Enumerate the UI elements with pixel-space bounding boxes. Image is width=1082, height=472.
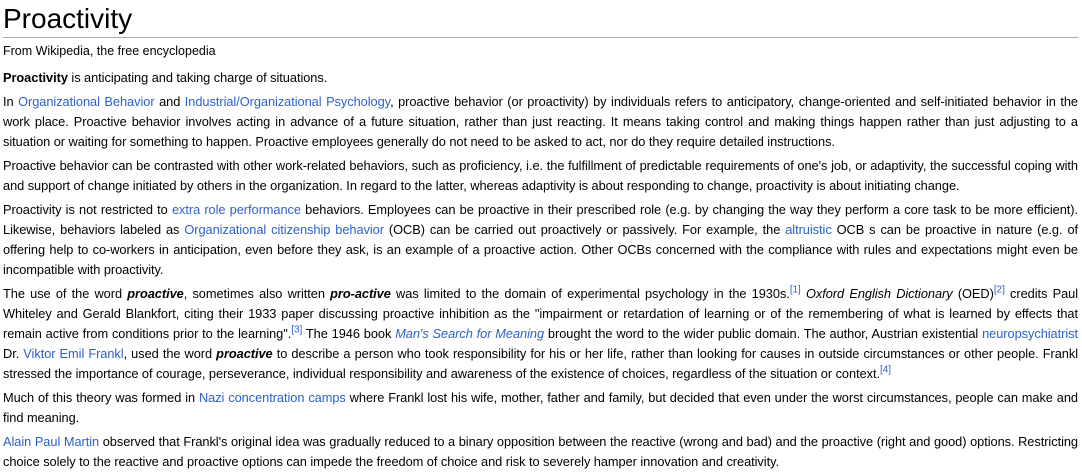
body-text: (OED) — [952, 285, 994, 301]
body-text: The use of the word — [3, 285, 128, 301]
reference-superscript — [291, 325, 302, 336]
body-text: In — [3, 93, 19, 109]
reference-superscript — [994, 285, 1005, 296]
reference-link[interactable]: [1] — [789, 284, 801, 296]
wiki-link[interactable]: Organizational citizenship behavior — [184, 221, 384, 237]
reference-link[interactable]: [3] — [291, 324, 303, 336]
wiki-link-book-title[interactable]: Man's Search for Meaning — [395, 325, 545, 341]
body-text: , proactive behavior (or proactivity) by individuals refers to anticipatory, change-oriented and self-initiated behavior in the work place. Proactive behavior involves acting in advance of a future situation, rather than just reacting. It means taking control and making things happen rather than just adjusting to a situation or waiting for something to happen. Proactive employees generally do not need to be asked to act, nor do they require detailed instructions. — [3, 93, 1079, 149]
body-text: , used the word — [123, 345, 217, 361]
article-content — [3, 68, 1078, 472]
body-text: credits Paul Whiteley and Gerald Blankfort, citing their 1933 paper discussing proactive inhibition as the "impairment or retardation of learning or of the remembering of what is learned by effects that remain active from conditions prior to the learning". — [3, 285, 1078, 341]
paragraph — [3, 68, 1078, 88]
body-text: Proactive behavior can be contrasted with other work-related behaviors, such as proficiency, i.e. the fulfillment of predictable requirements of one's job, or adaptivity, the successful coping with and support of change initiated by others in the organization. In regard to the latter, whereas adaptivity is about responding to change, proactivity is about initiating change. — [3, 157, 1078, 193]
wiki-link[interactable]: extra role performance — [171, 201, 301, 217]
article-page — [0, 4, 1082, 472]
reference-superscript — [880, 365, 891, 376]
reference-link[interactable]: [4] — [880, 364, 891, 376]
wiki-link[interactable]: Viktor Emil Frankl — [23, 345, 124, 361]
body-text: and — [154, 93, 185, 109]
body-text: was limited to the domain of experimental psychology in the 1930s. — [390, 285, 790, 301]
bold-italic-term: proactive — [127, 285, 184, 301]
body-text: behaviors. Employees can be proactive in their prescribed role (e.g. by changing the way they perform a core task to be more efficient). Likewise, behaviors labeled as — [3, 201, 1078, 237]
body-text: brought the word to the wider public domain. The author, Austrian existential — [544, 325, 983, 341]
paragraph — [3, 388, 1078, 428]
body-text: to describe a person who took responsibility for his or her life, rather than looking for causes in outside circumstances or other people. Frankl stressed the importance of courage, perseverance, individual responsibility and awareness of the existence of choices, regardless of the situation or context. — [3, 345, 1078, 381]
body-text: OCB s can be proactive in nature (e.g. of offering help to co-workers in anticipation, even before they ask, is an example of a proactive action. Other OCBs concerned with the compliance with rules and expectations might even be incompatible with proactivity. — [3, 221, 1079, 277]
body-text: , sometimes also written — [183, 285, 331, 301]
body-text: Proactivity is not restricted to — [3, 201, 172, 217]
wiki-link[interactable]: Organizational Behavior — [18, 93, 155, 109]
body-text: Much of this theory was formed in — [3, 389, 199, 405]
bold-italic-term: pro-active — [330, 285, 391, 301]
body-text: The 1946 book — [302, 325, 396, 341]
paragraph — [3, 284, 1078, 384]
site-tagline: From Wikipedia, the free encyclopedia — [3, 43, 216, 58]
wiki-link[interactable]: neuropsychiatrist — [982, 325, 1078, 341]
wiki-link[interactable]: Industrial/Organizational Psychology — [184, 93, 391, 109]
paragraph — [3, 156, 1078, 196]
body-text: Dr. — [3, 345, 24, 361]
body-text: is anticipating and taking charge of situations. — [67, 69, 328, 85]
paragraph — [3, 200, 1078, 280]
reference-link[interactable]: [2] — [993, 284, 1005, 296]
bold-term: Proactivity — [3, 69, 68, 85]
wiki-link[interactable]: Alain Paul Martin — [3, 433, 100, 449]
page-title: Proactivity — [3, 4, 1078, 38]
wiki-link[interactable]: altruistic — [785, 221, 832, 237]
paragraph — [3, 92, 1078, 152]
wiki-link[interactable]: Nazi concentration camps — [198, 389, 346, 405]
bold-italic-term: proactive — [216, 345, 273, 361]
reference-superscript — [790, 285, 801, 296]
italic-title: Oxford English Dictionary — [806, 285, 953, 301]
body-text: where Frankl lost his wife, mother, father and family, but decided that even under the worst circumstances, people can make and find meaning. — [3, 389, 1078, 425]
body-text: observed that Frankl's original idea was gradually reduced to a binary opposition between the reactive (wrong and bad) and the proactive (right and good) options. Restricting choice solely to the reactive and proactive options can impede the freedom of choice and risk to severely hamper innovation and creativity. — [3, 433, 1078, 469]
body-text: (OCB) can be carried out proactively or passively. For example, the — [383, 221, 786, 237]
